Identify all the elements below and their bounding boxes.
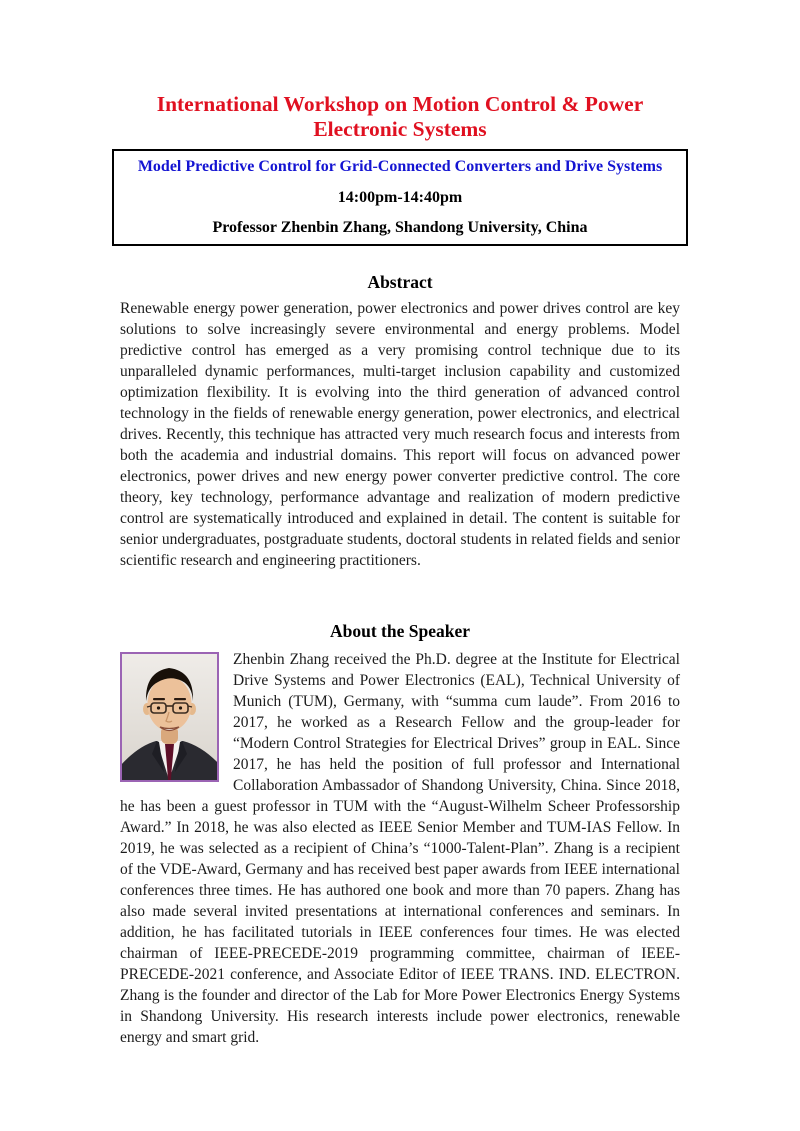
speaker-photo bbox=[120, 652, 219, 782]
talk-title: Model Predictive Control for Grid-Connected Converters and Drive Systems bbox=[137, 158, 663, 175]
talk-speaker-line: Professor Zhenbin Zhang, Shandong University, China bbox=[212, 219, 588, 236]
workshop-title-line2: Electronic Systems bbox=[313, 117, 487, 141]
speaker-bio-text: Zhenbin Zhang received the Ph.D. degree at the Institute for Electrical Drive Systems and Power Electronics (EAL), Technical University of Munich (TUM), Germany, with “summa cum laude”. From 2016 to 2017, he worked as a Research Fellow and the group-leader for “Modern Control Strategies for Electrical Drives” group in EAL. Since 2017, he has held the position of full professor and International Collaboration Ambassador of Shandong University, China. Since 2018, he has been a guest professor in TUM with the “August-Wilhelm Scheer Professorship Award.” In 2018, he was also elected as IEEE Senior Member and TUM-IAS Fellow. In 2019, he was selected as a recipient of China’s “1000-Talent-Plan”. Zhang is a recipient of the VDE-Award, Germany and has received best paper awards from IEEE international conferences three times. He has authored one book and more than 70 papers. Zhang has also made several invited presentations at international conferences and seminars. In addition, he has facilitated tutorials in IEEE conferences four times. He was elected chairman of IEEE-PRECEDE-2019 programming committee, chairman of IEEE-PRECEDE-2021 conference, and Associate Editor of IEEE TRANS. IND. ELECTRON. Zhang is the founder and director of the Lab for More Power Electronics Energy Systems in Shandong University. His research interests include power electronics, renewable energy and smart grid. bbox=[120, 651, 680, 1046]
abstract-paragraph: Renewable energy power generation, power electronics and power drives control are key solutions to solve increasingly severe environmental and energy problems. Model predictive control has emerged as a very promising control technique due to its unparalleled dynamic performances, multi-target inclusion capability and customized optimization flexibility. It is evolving into the third generation of advanced control technology in the fields of renewable energy generation, power electronics, and electrical drives. Recently, this technique has attracted very much research focus and interests from both the academia and industrial domains. This report will focus on advanced power electronics, power drives and new energy power converter predictive control. The core theory, key technology, performance advantage and realization of modern predictive control are systematically introduced and explained in detail. The content is suitable for senior undergraduates, postgraduate students, doctoral students in related fields and senior scientific research and engineering practitioners. bbox=[120, 300, 680, 569]
speaker-heading: About the Speaker bbox=[329, 621, 470, 641]
workshop-title bbox=[120, 92, 680, 142]
workshop-title-line1: International Workshop on Motion Control & Power bbox=[156, 92, 644, 116]
talk-time: 14:00pm-14:40pm bbox=[337, 188, 463, 206]
speaker-bio-block bbox=[120, 649, 680, 1048]
session-info-box bbox=[112, 149, 688, 246]
abstract-heading: Abstract bbox=[367, 272, 433, 292]
speaker-portrait-illustration bbox=[122, 654, 217, 780]
